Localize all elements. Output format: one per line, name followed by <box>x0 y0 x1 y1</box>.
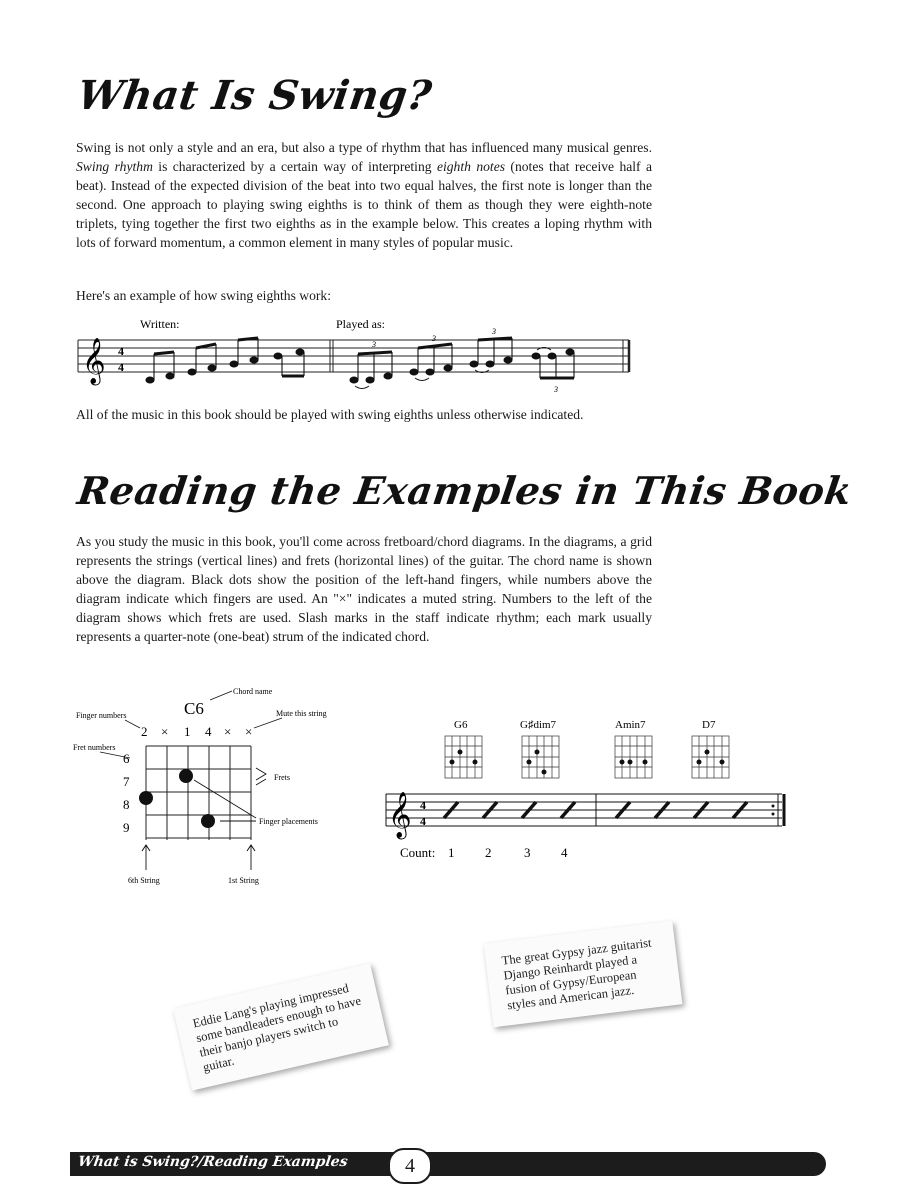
finger-numbers-label: Finger numbers <box>76 711 127 720</box>
triplet-mark: 3 <box>492 327 496 336</box>
swing-note: All of the music in this book should be played with swing eighths unless otherwise indicated. <box>76 407 584 422</box>
fretboard-grid <box>146 746 251 840</box>
treble-clef-icon: 𝄞 <box>388 792 412 837</box>
fret-number: 7 <box>123 774 130 789</box>
top-mark: 2 <box>141 724 148 739</box>
chord-name-label: Chord name <box>233 687 273 696</box>
count-label: Count: <box>400 845 436 860</box>
chord-chart-staff <box>382 716 802 866</box>
played-as-label: Played as: <box>336 317 385 331</box>
written-notes <box>146 338 304 383</box>
finger-dot <box>201 814 215 828</box>
fret-number: 6 <box>123 751 130 766</box>
time-sig-bottom: 4 <box>118 360 124 374</box>
finger-dot <box>179 769 193 783</box>
time-sig-top: 4 <box>420 798 426 812</box>
reading-paragraph: As you study the music in this book, you'll come across fretboard/chord diagrams. In the diagrams, a grid represents the strings (vertical lines) and frets (horizontal lines) of the guitar. The chord name is shown above the diagram. Black dots show the position of the left-hand fingers, while numbers above the diagram indicate which fingers are used. An "×" indicates a muted string. Numbers to the left of the diagram shows which frets are used. Slash marks in the staff indicate rhythm; each mark usually represents a quarter-note (one-beat) strum of the indicated chord. <box>76 534 652 644</box>
time-sig-top: 4 <box>118 344 124 358</box>
chord-label: G6 <box>454 719 468 731</box>
mute-string-label: Mute this string <box>276 709 327 718</box>
section-title-swing: What Is Swing? <box>74 72 435 119</box>
triplet-mark: 3 <box>554 385 558 394</box>
top-mark: 1 <box>184 724 191 739</box>
section-title-reading: Reading the Examples in This Book <box>74 468 855 513</box>
time-sig-bottom: 4 <box>420 814 426 828</box>
count-number: 2 <box>485 845 492 860</box>
swing-example-staff <box>74 312 654 402</box>
chord-name: C6 <box>184 699 204 718</box>
eddie-lang-callout: Eddie Lang's playing impressed some bandleaders enough to have their banjo players switch to guitar. <box>173 963 389 1090</box>
sixth-string-label: 6th String <box>128 876 160 885</box>
annotated-chord-diagram <box>70 680 370 890</box>
triplet-mark: 3 <box>432 334 436 343</box>
written-label: Written: <box>140 317 180 331</box>
chord-label: Amin7 <box>615 719 646 731</box>
treble-clef-icon: 𝄞 <box>82 338 106 383</box>
swing-intro-paragraph: Swing is not only a style and an era, but also a type of rhythm that has influenced many musical genres. Swing rhythm is characterized by a certain way of interpreting eighth notes (notes that receive half a beat). Instead of the expected division of the beat into two equal halves, the first note is longer than the second. One approach to playing swing eighths is to think of them as though they were eighth-note triplets, tying together the first two eighths as in the example below. This creates a loping rhythm with lots of forward momentum, a common element in many styles of popular music. <box>76 140 653 250</box>
count-number: 4 <box>561 845 568 860</box>
finger-placements-label: Finger placements <box>259 817 318 826</box>
top-mark: 4 <box>205 724 212 739</box>
finger-dot <box>139 791 153 805</box>
fret-numbers-label: Fret numbers <box>73 743 116 752</box>
footer-title: What is Swing?/Reading Examples <box>76 1154 349 1170</box>
triplet-mark: 3 <box>372 340 376 349</box>
example-intro: Here's an example of how swing eighths work: <box>76 288 332 303</box>
fret-number: 8 <box>123 797 130 812</box>
django-callout: The great Gypsy jazz guitarist Django Reinhardt played a fusion of Gypsy/European styles and American jazz. <box>484 921 683 1028</box>
chord-label: D7 <box>702 719 716 731</box>
page-number: 4 <box>388 1148 432 1184</box>
fret-number: 9 <box>123 820 130 835</box>
top-mark: × <box>245 724 253 739</box>
first-string-label: 1st String <box>228 876 259 885</box>
top-mark: × <box>224 724 232 739</box>
played-notes <box>350 338 574 383</box>
count-number: 3 <box>524 845 531 860</box>
chord-label: G♯dim7 <box>520 719 557 731</box>
top-mark: × <box>161 724 169 739</box>
frets-label: Frets <box>274 773 290 782</box>
count-number: 1 <box>448 845 455 860</box>
